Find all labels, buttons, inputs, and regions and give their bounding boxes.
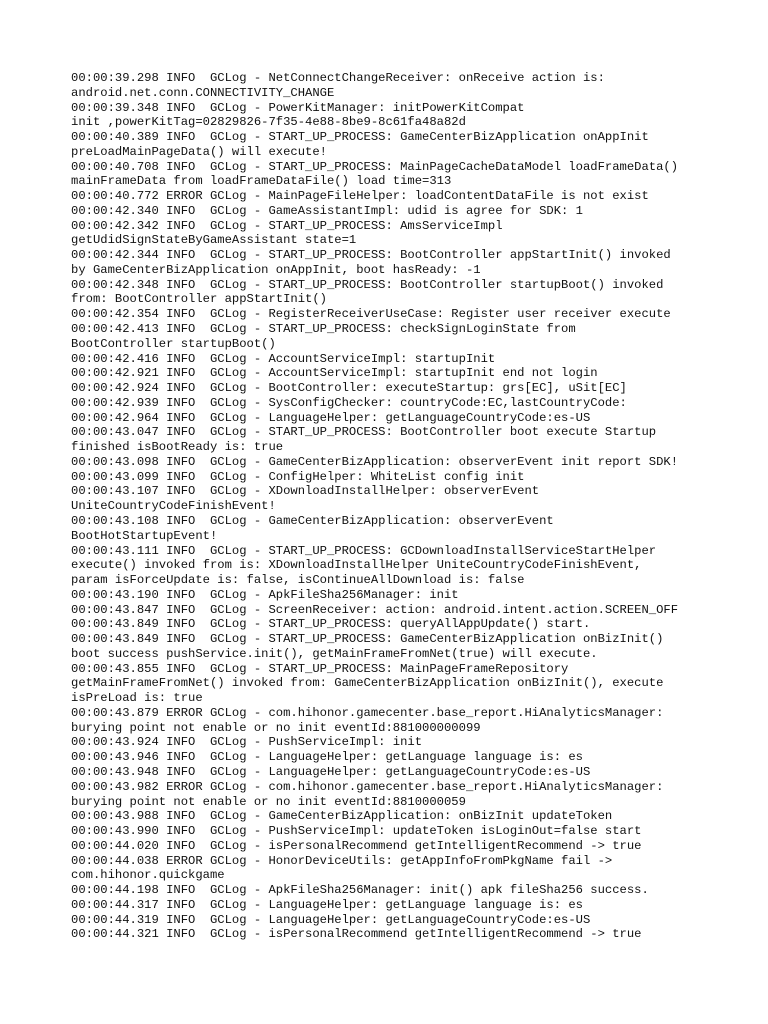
log-line: burying point not enable or no init eventId:8810000059 bbox=[71, 794, 466, 809]
log-line: 00:00:43.847 INFO GCLog - ScreenReceiver: action: android.intent.action.SCREEN_OFF bbox=[71, 602, 679, 617]
log-line: 00:00:43.988 INFO GCLog - GameCenterBizApplication: onBizInit updateToken bbox=[71, 809, 613, 824]
log-line: 00:00:43.190 INFO GCLog - ApkFileSha256Manager: init bbox=[71, 587, 459, 602]
log-line: 00:00:43.107 INFO GCLog - XDownloadInstallHelper: observerEvent bbox=[71, 484, 540, 499]
log-line: 00:00:43.111 INFO GCLog - START_UP_PROCESS: GCDownloadInstallServiceStartHelper bbox=[71, 543, 657, 558]
log-line: BootController startupBoot() bbox=[71, 336, 276, 351]
log-line: 00:00:44.319 INFO GCLog - LanguageHelper: getLanguageCountryCode:es-US bbox=[71, 912, 591, 927]
log-line: 00:00:44.038 ERROR GCLog - HonorDeviceUtils: getAppInfoFromPkgName fail -> bbox=[71, 853, 613, 868]
log-line: 00:00:42.921 INFO GCLog - AccountServiceImpl: startupInit end not login bbox=[71, 366, 598, 381]
log-line: 00:00:43.982 ERROR GCLog - com.hihonor.gamecenter.base_report.HiAnalyticsManager: bbox=[71, 779, 664, 794]
log-line: 00:00:42.964 INFO GCLog - LanguageHelper: getLanguageCountryCode:es-US bbox=[71, 410, 591, 425]
log-line: preLoadMainPageData() will execute! bbox=[71, 144, 327, 159]
log-line: 00:00:44.317 INFO GCLog - LanguageHelper: getLanguage language is: es bbox=[71, 897, 583, 912]
log-line: 00:00:43.098 INFO GCLog - GameCenterBizApplication: observerEvent init report SDK! bbox=[71, 454, 679, 469]
log-line: execute() invoked from is: XDownloadInstallHelper UniteCountryCodeFinishEvent, bbox=[71, 558, 642, 573]
log-line: 00:00:39.298 INFO GCLog - NetConnectChangeReceiver: onReceive action is: bbox=[71, 71, 605, 85]
log-line: 00:00:42.413 INFO GCLog - START_UP_PROCESS: checkSignLoginState from bbox=[71, 322, 576, 337]
log-line: BootHotStartupEvent! bbox=[71, 528, 218, 543]
log-line: boot success pushService.init(), getMainFrameFromNet(true) will execute. bbox=[71, 646, 598, 661]
log-line: UniteCountryCodeFinishEvent! bbox=[71, 499, 276, 514]
log-line: 00:00:42.354 INFO GCLog - RegisterReceiverUseCase: Register user receiver execute bbox=[71, 307, 671, 322]
log-line: 00:00:42.342 INFO GCLog - START_UP_PROCESS: AmsServiceImpl bbox=[71, 218, 503, 233]
log-line: init ,powerKitTag=02829826-7f35-4e88-8be9-8c61fa48a82d bbox=[71, 115, 466, 130]
log-line: 00:00:42.344 INFO GCLog - START_UP_PROCESS: BootController appStartInit() invoked bbox=[71, 248, 671, 263]
log-line: 00:00:43.990 INFO GCLog - PushServiceImpl: updateToken isLoginOut=false start bbox=[71, 824, 642, 839]
log-line: isPreLoad is: true bbox=[71, 691, 203, 706]
log-line: mainFrameData from loadFrameDataFile() load time=313 bbox=[71, 174, 452, 189]
log-line: 00:00:43.849 INFO GCLog - START_UP_PROCESS: GameCenterBizApplication onBizInit() bbox=[71, 632, 664, 647]
log-line: 00:00:43.108 INFO GCLog - GameCenterBizApplication: observerEvent bbox=[71, 513, 554, 528]
log-line: android.net.conn.CONNECTIVITY_CHANGE bbox=[71, 85, 335, 100]
log-line: 00:00:42.348 INFO GCLog - START_UP_PROCESS: BootController startupBoot() invoked bbox=[71, 277, 664, 292]
log-line: 00:00:44.198 INFO GCLog - ApkFileSha256Manager: init() apk fileSha256 success. bbox=[71, 883, 649, 898]
log-line: getMainFrameFromNet() invoked from: GameCenterBizApplication onBizInit(), execute bbox=[71, 676, 664, 691]
log-line: finished isBootReady is: true bbox=[71, 440, 284, 455]
log-line: param isForceUpdate is: false, isContinueAllDownload is: false bbox=[71, 573, 525, 588]
log-line: 00:00:43.946 INFO GCLog - LanguageHelper: getLanguage language is: es bbox=[71, 750, 583, 765]
log-line: 00:00:43.879 ERROR GCLog - com.hihonor.gamecenter.base_report.HiAnalyticsManager: bbox=[71, 705, 664, 720]
log-line: 00:00:43.849 INFO GCLog - START_UP_PROCESS: queryAllAppUpdate() start. bbox=[71, 617, 591, 632]
log-line: 00:00:44.321 INFO GCLog - isPersonalRecommend getIntelligentRecommend -> true bbox=[71, 927, 642, 942]
log-line: getUdidSignStateByGameAssistant state=1 bbox=[71, 233, 357, 248]
log-line: 00:00:40.772 ERROR GCLog - MainPageFileHelper: loadContentDataFile is not exist bbox=[71, 189, 649, 204]
log-line: com.hihonor.quickgame bbox=[71, 868, 225, 883]
log-line: 00:00:43.855 INFO GCLog - START_UP_PROCESS: MainPageFrameRepository bbox=[71, 661, 569, 676]
log-line: 00:00:39.348 INFO GCLog - PowerKitManager: initPowerKitCompat bbox=[71, 100, 525, 115]
log-line: burying point not enable or no init eventId:881000000099 bbox=[71, 720, 481, 735]
log-line: 00:00:42.924 INFO GCLog - BootController: executeStartup: grs[EC], uSit[EC] bbox=[71, 381, 627, 396]
log-line: 00:00:43.948 INFO GCLog - LanguageHelper: getLanguageCountryCode:es-US bbox=[71, 764, 591, 779]
log-line: 00:00:43.924 INFO GCLog - PushServiceImpl: init bbox=[71, 735, 423, 750]
log-line: 00:00:40.708 INFO GCLog - START_UP_PROCESS: MainPageCacheDataModel loadFrameData() bbox=[71, 159, 679, 174]
log-line: by GameCenterBizApplication onAppInit, boot hasReady: -1 bbox=[71, 262, 481, 277]
log-line: 00:00:44.020 INFO GCLog - isPersonalRecommend getIntelligentRecommend -> true bbox=[71, 838, 642, 853]
log-line: 00:00:42.939 INFO GCLog - SysConfigChecker: countryCode:EC,lastCountryCode: bbox=[71, 395, 627, 410]
log-line: 00:00:42.416 INFO GCLog - AccountServiceImpl: startupInit bbox=[71, 351, 496, 366]
log-line: 00:00:40.389 INFO GCLog - START_UP_PROCESS: GameCenterBizApplication onAppInit bbox=[71, 130, 649, 145]
log-line: 00:00:43.047 INFO GCLog - START_UP_PROCESS: BootController boot execute Startup bbox=[71, 425, 657, 440]
log-line: 00:00:42.340 INFO GCLog - GameAssistantImpl: udid is agree for SDK: 1 bbox=[71, 203, 583, 218]
log-line: from: BootController appStartInit() bbox=[71, 292, 327, 307]
log-line: 00:00:43.099 INFO GCLog - ConfigHelper: WhiteList config init bbox=[71, 469, 525, 484]
log-text bbox=[71, 71, 761, 942]
